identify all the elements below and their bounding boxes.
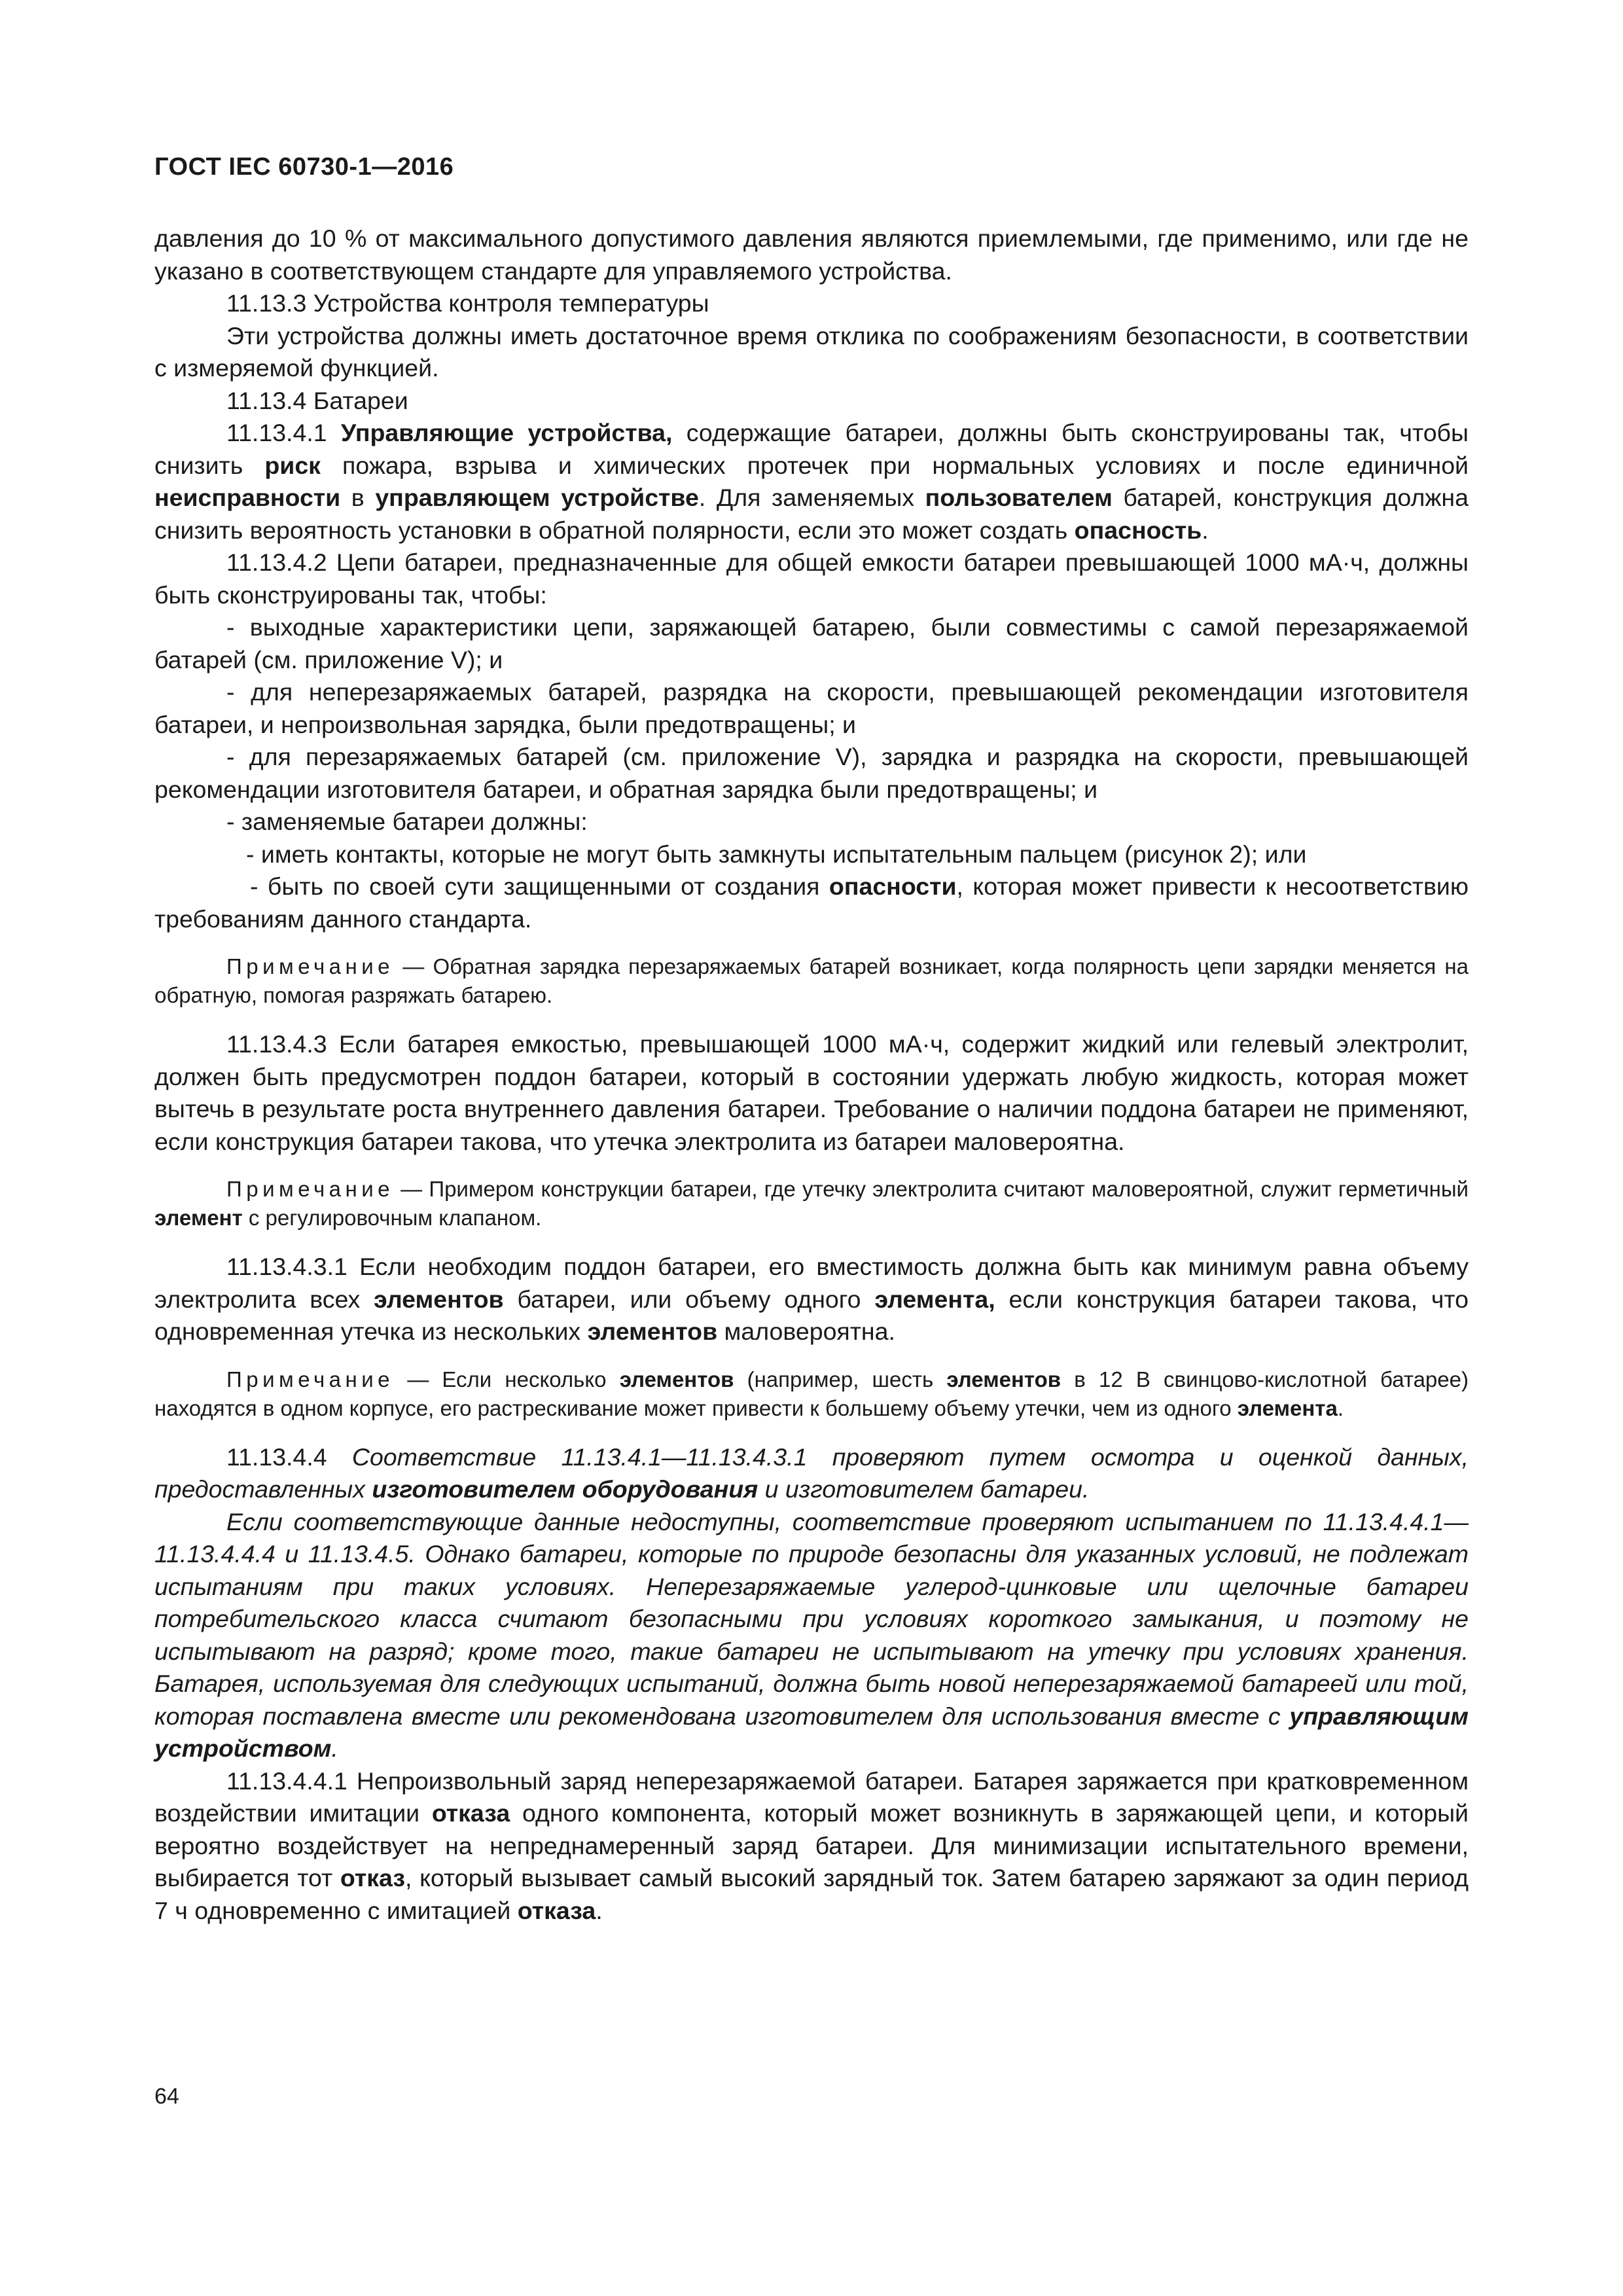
document-page <box>154 0 1469 2296</box>
note-label: Примечание <box>226 1177 395 1201</box>
paragraph-continuation: давления до 10 % от максимального допустимого давления являются приемлемыми, где применимо, или где не указано в соответствующем стандарте для управляемого устройства. <box>154 224 1469 285</box>
document-body <box>154 223 1469 1927</box>
note-1: Примечание — Обратная зарядка перезаряжаемых батарей возникает, когда полярность цепи зарядки меняется на обратную, помогая разряжать батарею. <box>154 954 1469 1007</box>
section-heading-11-13-4: 11.13.4 Батареи <box>226 386 408 414</box>
section-heading-11-13-3: 11.13.3 Устройства контроля температуры <box>226 289 709 317</box>
paragraph-11-13-4-3-1: 11.13.4.3.1 Если необходим поддон батареи, его вместимость должна быть как минимум равна объему электролита всех элементов батареи, или объему одного элемента, если конструкция батареи такова, что одновременная утечка из нескольких элементов маловероятна. <box>154 1253 1469 1345</box>
paragraph: Эти устройства должны иметь достаточное время отклика по соображениям безопасности, в соответствии с измеряемой функцией. <box>154 321 1469 382</box>
note-label: Примечание <box>226 954 395 978</box>
list-item: - выходные характеристики цепи, заряжающей батарею, были совместимы с самой перезаряжаемой батарей (см. приложение V); и <box>154 613 1469 673</box>
document-header: ГОСТ IEC 60730-1—2016 <box>154 153 454 181</box>
list-item: - для неперезаряжаемых батарей, разрядка на скорости, превышающей рекомендации изготовителя батареи, и непроизвольная зарядка, были предотвращены; и <box>154 678 1469 738</box>
note-3: Примечание — Если несколько элементов (например, шесть элементов в 12 В свинцово-кислотной батарее) находятся в одном корпусе, его растрескивание может привести к большему объему утечки, чем из одного элемента. <box>154 1367 1469 1420</box>
list-item: - для перезаряжаемых батарей (см. приложение V), зарядка и разрядка на скорости, превышающей рекомендации изготовителя батареи, и обратная зарядка были предотвращены; и <box>154 743 1469 803</box>
note-label: Примечание <box>226 1367 395 1391</box>
paragraph-11-13-4-4: 11.13.4.4 Соответствие 11.13.4.1—11.13.4.3.1 проверяют путем осмотра и оценкой данных, предоставленных изготовителем оборудования и изготовителем батареи. <box>154 1443 1469 1503</box>
sub-list-item: - быть по своей сути защищенными от создания опасности, которая может привести к несоответствию требованиям данного стандарта. <box>154 872 1469 933</box>
paragraph-11-13-4-1: 11.13.4.1 Управляющие устройства, содержащие батареи, должны быть сконструированы так, чтобы снизить риск пожара, взрыва и химических протечек при нормальных условиях и после единичной неисправности в управляющем устройстве. Для заменяемых пользователем батарей, конструкция должна снизить вероятность установки в обратной полярности, если это может создать опасность. <box>154 419 1469 544</box>
page-number: 64 <box>154 2084 179 2109</box>
note-2: Примечание — Примером конструкции батареи, где утечку электролита считают маловероятной, служит герметичный элемент с регулировочным клапаном. <box>154 1177 1469 1230</box>
paragraph-11-13-4-2: 11.13.4.2 Цепи батареи, предназначенные для общей емкости батареи превышающей 1000 мА·ч, должны быть сконструированы так, чтобы: <box>154 548 1469 609</box>
sub-list-item: - иметь контакты, которые не могут быть замкнуты испытательным пальцем (рисунок 2); или <box>246 840 1307 868</box>
paragraph-11-13-4-4-1: 11.13.4.4.1 Непроизвольный заряд неперезаряжаемой батареи. Батарея заряжается при кратковременном воздействии имитации отказа одного компонента, который может возникнуть в заряжающей цепи, и который вероятно воздействует на непреднамеренный заряд батареи. Для минимизации испытательного времени, выбирается тот отказ, который вызывает самый высокий зарядный ток. Затем батарею заряжают за один период 7 ч одновременно с имитацией отказа. <box>154 1767 1469 1924</box>
list-item: - заменяемые батареи должны: <box>226 808 588 835</box>
paragraph-test-conditions: Если соответствующие данные недоступны, соответствие проверяют испытанием по 11.13.4.4.1—11.13.4.4.4 и 11.13.4.5. Однако батареи, которые по природе безопасны для указанных условий, не подлежат испытаниям при таких условиях. Неперезаряжаемые углерод-цинковые или щелочные батареи потребительского класса считают безопасными при условиях короткого замыкания, и поэтому не испытывают на разряд; кроме того, такие батареи не испытывают на утечку при условиях хранения. Батарея, используемая для следующих испытаний, должна быть новой неперезаряжаемой батареей или той, которая поставлена вместе или рекомендована изготовителем для использования вместе с управляющим устройством. <box>154 1507 1469 1762</box>
paragraph-11-13-4-3: 11.13.4.3 Если батарея емкостью, превышающей 1000 мА·ч, содержит жидкий или гелевый электролит, должен быть предусмотрен поддон батареи, который в состоянии удержать любую жидкость, которая может вытечь в результате роста внутреннего давления батареи. Требование о наличии поддона батареи не применяют, если конструкция батареи такова, что утечка электролита из батареи маловероятна. <box>154 1030 1469 1155</box>
